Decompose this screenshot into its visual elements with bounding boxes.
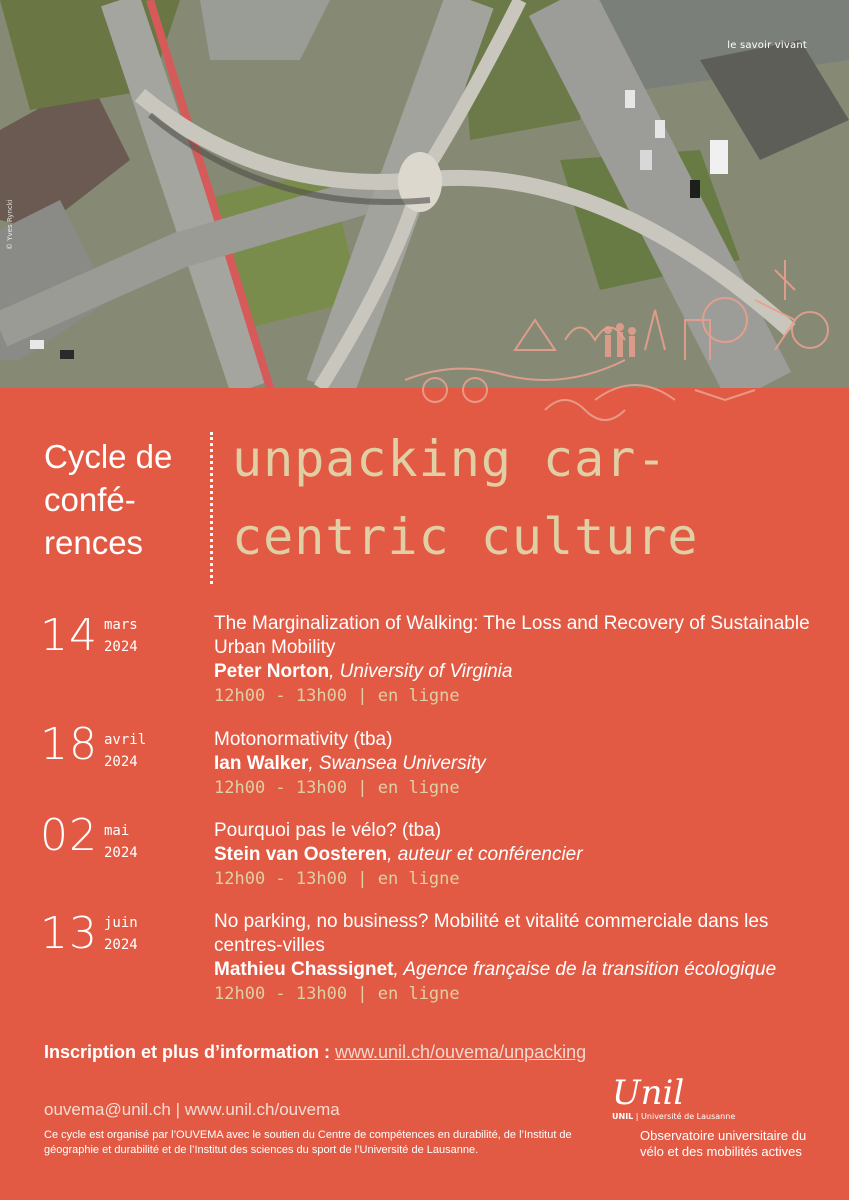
- event-speaker-line: [214, 660, 814, 684]
- unil-logo: [612, 1073, 822, 1121]
- savoir-vivant-badge: le savoir vivant: [727, 40, 807, 51]
- event-details: [214, 819, 814, 891]
- event-title: The Marginalization of Walking: The Loss and Recovery of Sustainable Urban Mobility: [214, 613, 810, 658]
- event-month: avril: [104, 732, 147, 748]
- event-day: 13: [40, 908, 98, 959]
- event-month-year: [104, 912, 138, 956]
- observatory-name: Observatoire universitaire du vélo et des mobilités actives: [640, 1128, 807, 1159]
- unil-logo-abbr: UNIL: [612, 1112, 634, 1121]
- event-speaker: Stein van Oosteren: [214, 844, 388, 865]
- photo-credit: © Yves Ryncki: [6, 199, 14, 250]
- event-time: 12h00 - 13h00 | en ligne: [214, 984, 460, 1004]
- event-title: No parking, no business? Mobilité et vitalité commerciale dans les centres-villes: [214, 911, 769, 956]
- cycle-line: rences: [44, 524, 144, 561]
- main-title: [232, 420, 699, 576]
- inscription-link[interactable]: www.unil.ch/ouvema/unpacking: [335, 1042, 587, 1062]
- event-speaker: Mathieu Chassignet: [214, 959, 394, 980]
- mobility-doodles-illustration: [395, 240, 849, 440]
- inscription-line: [44, 1042, 586, 1063]
- event-time: 12h00 - 13h00 | en ligne: [214, 778, 460, 798]
- event-year: 2024: [104, 845, 138, 861]
- event-month: mai: [104, 823, 130, 839]
- unil-logo-subtitle: [612, 1112, 822, 1121]
- event-day: 18: [40, 719, 98, 770]
- event-month-year: [104, 729, 146, 773]
- event-month-year: [104, 614, 138, 658]
- title-line: centric culture: [232, 508, 699, 566]
- cycle-line: Cycle de: [44, 438, 173, 475]
- event-title: Motonormativity (tba): [214, 729, 393, 750]
- event-time: 12h00 - 13h00 | en ligne: [214, 869, 460, 889]
- event-year: 2024: [104, 937, 138, 953]
- title-line: unpacking car-: [232, 430, 668, 488]
- event-month: juin: [104, 915, 138, 931]
- event-month: mars: [104, 617, 138, 633]
- event-day: 14: [40, 610, 98, 661]
- event-affiliation: , University of Virginia: [329, 661, 513, 682]
- inscription-label: Inscription et plus d’information :: [44, 1042, 335, 1062]
- event-year: 2024: [104, 754, 138, 770]
- event-time: 12h00 - 13h00 | en ligne: [214, 686, 460, 706]
- event-affiliation: , auteur et conférencier: [387, 844, 583, 865]
- event-speaker: Peter Norton: [214, 661, 330, 682]
- event-year: 2024: [104, 639, 138, 655]
- unil-logo-word: Unil: [612, 1073, 685, 1113]
- event-details: [214, 612, 814, 708]
- dotted-divider: [210, 432, 213, 584]
- unil-logo-university: | Université de Lausanne: [633, 1112, 736, 1121]
- event-day: 02: [40, 810, 98, 861]
- event-speaker-line: [214, 958, 814, 982]
- event-details: [214, 910, 814, 1006]
- cycle-line: confé-: [44, 481, 136, 518]
- event-title: Pourquoi pas le vélo? (tba): [214, 820, 442, 841]
- cycle-heading: [44, 435, 172, 564]
- event-details: [214, 728, 814, 800]
- event-affiliation: , Agence française de la transition écologique: [393, 959, 777, 980]
- organizer-note: Ce cycle est organisé par l’OUVEMA avec le soutien du Centre de compétences en durabilité, de l’Institut de géographie et durabilité et de l’Institut des sciences du sport de l’Université de Lausanne.: [44, 1129, 572, 1156]
- event-month-year: [104, 820, 138, 864]
- event-speaker-line: [214, 752, 814, 776]
- contact-info[interactable]: ouvema@unil.ch | www.unil.ch/ouvema: [44, 1100, 340, 1119]
- event-speaker: Ian Walker: [214, 753, 309, 774]
- event-affiliation: , Swansea University: [308, 753, 486, 774]
- event-speaker-line: [214, 843, 814, 867]
